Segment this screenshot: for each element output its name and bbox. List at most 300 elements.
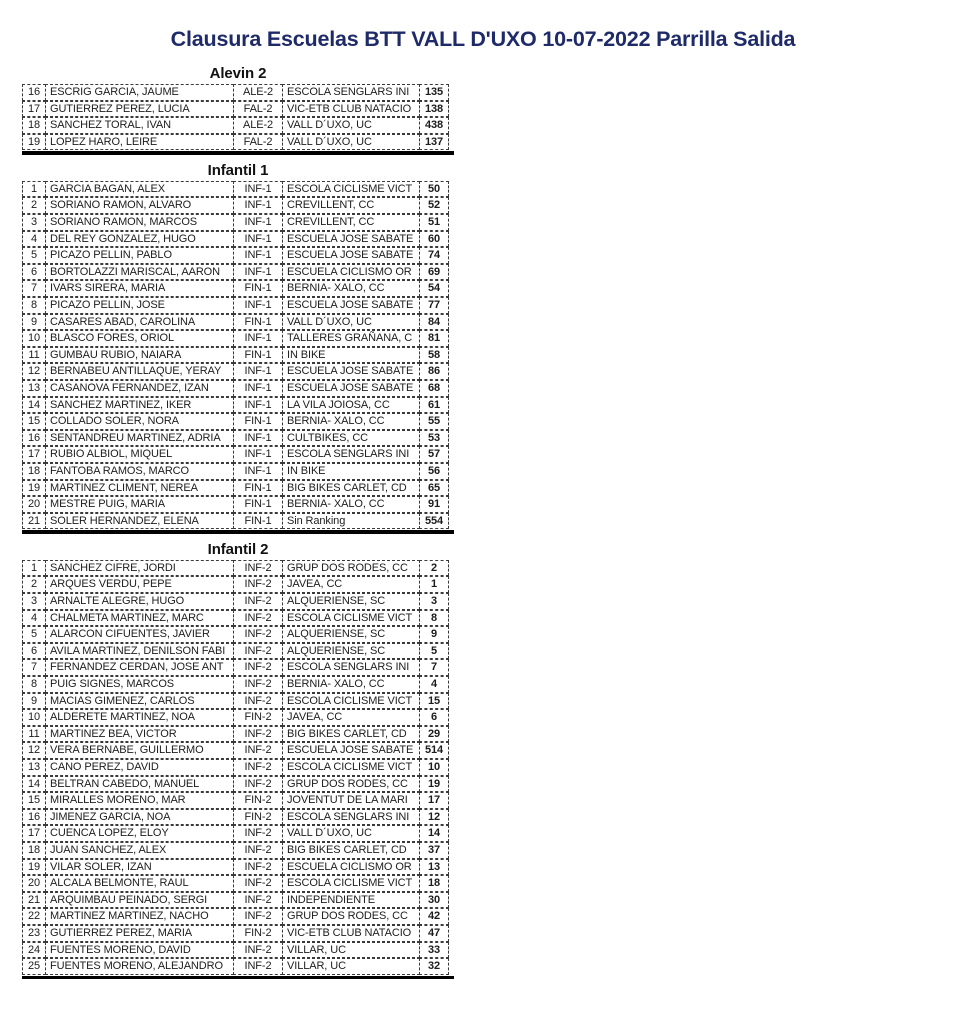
rider-club: VALL D´UXO, UC: [282, 117, 420, 134]
rider-club: VALL D´UXO, UC: [282, 134, 420, 151]
rider-category: INF-1: [233, 363, 283, 380]
rider-position: 1: [22, 560, 46, 577]
rider-position: 1: [22, 181, 46, 198]
rider-name: MIRALLES MORENO, MAR: [45, 792, 234, 809]
rider-position: 3: [22, 593, 46, 610]
sections-container: [22, 66, 454, 979]
rider-position: 17: [22, 101, 46, 118]
rider-bib: 7: [419, 659, 449, 676]
rider-category: INF-2: [233, 942, 283, 959]
rider-bib: 4: [419, 676, 449, 693]
table-row: [22, 84, 454, 101]
rider-name: RUBIO ALBIOL, MIQUEL: [45, 446, 234, 463]
rider-category: INF-2: [233, 875, 283, 892]
rider-position: 4: [22, 231, 46, 248]
rider-position: 12: [22, 742, 46, 759]
table-row: [22, 480, 454, 497]
table-row: [22, 430, 454, 447]
rider-name: IVARS SIRERA, MARIA: [45, 280, 234, 297]
rider-bib: 53: [419, 430, 449, 447]
rider-name: VILAR SOLER, IZAN: [45, 859, 234, 876]
rider-bib: 84: [419, 314, 449, 331]
rider-bib: 54: [419, 280, 449, 297]
table-row: [22, 264, 454, 281]
rider-name: BELTRAN CABEDO, MANUEL: [45, 776, 234, 793]
rider-club: BIG BIKES CARLET, CD: [282, 842, 420, 859]
rider-position: 16: [22, 84, 46, 101]
rider-position: 25: [22, 958, 46, 975]
rider-bib: 554: [419, 513, 449, 530]
rider-position: 7: [22, 659, 46, 676]
table-row: [22, 759, 454, 776]
rider-name: ALARCON CIFUENTES, JAVIER: [45, 626, 234, 643]
rider-bib: 42: [419, 908, 449, 925]
rider-club: ESCOLA CICLISME VICT: [282, 610, 420, 627]
table-row: [22, 280, 454, 297]
rider-bib: 81: [419, 330, 449, 347]
rider-position: 11: [22, 347, 46, 364]
rider-club: ESCOLA SENGLARS INI: [282, 809, 420, 826]
rider-position: 14: [22, 776, 46, 793]
rider-category: FIN-2: [233, 809, 283, 826]
rider-name: CASANOVA FERNANDEZ, IZAN: [45, 380, 234, 397]
rider-club: CREVILLENT, CC: [282, 214, 420, 231]
table-row: [22, 726, 454, 743]
rider-club: GRUP DOS RODES, CC: [282, 776, 420, 793]
rider-bib: 74: [419, 247, 449, 264]
table-row: [22, 859, 454, 876]
table-row: [22, 231, 454, 248]
table-row: [22, 659, 454, 676]
rider-position: 18: [22, 117, 46, 134]
rider-bib: 438: [419, 117, 449, 134]
rider-position: 16: [22, 430, 46, 447]
rider-club: VILLAR, UC: [282, 942, 420, 959]
rider-name: ARNALTE ALEGRE, HUGO: [45, 593, 234, 610]
rider-category: INF-1: [233, 297, 283, 314]
rider-name: COLLADO SOLER, NORA: [45, 413, 234, 430]
rider-name: VERA BERNABE, GUILLERMO: [45, 742, 234, 759]
rider-bib: 91: [419, 496, 449, 513]
rider-position: 14: [22, 397, 46, 414]
rider-category: INF-1: [233, 247, 283, 264]
rider-category: FIN-2: [233, 709, 283, 726]
rider-category: INF-1: [233, 463, 283, 480]
category-section: [22, 542, 454, 979]
table-row: [22, 330, 454, 347]
rider-club: GRUP DOS RODES, CC: [282, 908, 420, 925]
rider-club: ESCOLA SENGLARS INI: [282, 446, 420, 463]
rider-club: BIG BIKES CARLET, CD: [282, 480, 420, 497]
table-end-rule: [22, 976, 454, 980]
table-row: [22, 413, 454, 430]
rider-position: 17: [22, 825, 46, 842]
table-row: [22, 117, 454, 134]
rider-name: SENTANDREU MARTINEZ, ADRIA: [45, 430, 234, 447]
table-row: [22, 496, 454, 513]
rider-position: 10: [22, 709, 46, 726]
rider-position: 15: [22, 792, 46, 809]
rider-bib: 138: [419, 101, 449, 118]
rider-club: BERNIA- XALO, CC: [282, 496, 420, 513]
rider-club: JOVENTUT DE LA MARI: [282, 792, 420, 809]
rider-category: INF-2: [233, 742, 283, 759]
table-row: [22, 626, 454, 643]
rider-bib: 68: [419, 380, 449, 397]
rider-position: 17: [22, 446, 46, 463]
rider-club: VIC-ETB CLUB NATACIO: [282, 925, 420, 942]
rider-category: INF-1: [233, 231, 283, 248]
rider-category: FIN-2: [233, 792, 283, 809]
rider-club: BIG BIKES CARLET, CD: [282, 726, 420, 743]
table-row: [22, 842, 454, 859]
rider-position: 20: [22, 496, 46, 513]
rider-category: INF-1: [233, 430, 283, 447]
rider-name: SANCHEZ MARTINEZ, IKER: [45, 397, 234, 414]
rider-category: ALE-2: [233, 117, 283, 134]
table-row: [22, 397, 454, 414]
rider-category: INF-1: [233, 214, 283, 231]
table-row: [22, 214, 454, 231]
rider-club: ESCUELA JOSE SABATE: [282, 297, 420, 314]
table-row: [22, 709, 454, 726]
section-title: Infantil 1: [207, 161, 269, 179]
table-row: [22, 742, 454, 759]
table-row: [22, 610, 454, 627]
rider-bib: 13: [419, 859, 449, 876]
rider-club: ALQUERIENSE, SC: [282, 593, 420, 610]
rider-category: INF-2: [233, 892, 283, 909]
table-row: [22, 593, 454, 610]
rider-club: BERNIA- XALO, CC: [282, 280, 420, 297]
rider-name: ESCRIG GARCIA, JAUME: [45, 84, 234, 101]
rider-club: VALL D´UXO, UC: [282, 825, 420, 842]
rider-club: LA VILA JOIOSA, CC: [282, 397, 420, 414]
rider-position: 5: [22, 626, 46, 643]
rider-club: VILLAR, UC: [282, 958, 420, 975]
rider-bib: 514: [419, 742, 449, 759]
start-list-table: [22, 84, 454, 150]
rider-name: ALCALA BELMONTE, RAUL: [45, 875, 234, 892]
rider-category: INF-2: [233, 659, 283, 676]
table-row: [22, 101, 454, 118]
rider-category: INF-1: [233, 380, 283, 397]
rider-club: ALQUERIENSE, SC: [282, 626, 420, 643]
rider-category: INF-1: [233, 181, 283, 198]
rider-category: INF-2: [233, 859, 283, 876]
rider-category: FIN-2: [233, 925, 283, 942]
table-row: [22, 463, 454, 480]
table-row: [22, 513, 454, 530]
rider-category: INF-2: [233, 842, 283, 859]
rider-name: ARQUIMBAU PEINADO, SERGI: [45, 892, 234, 909]
table-row: [22, 576, 454, 593]
start-list-table: [22, 560, 454, 975]
rider-bib: 37: [419, 842, 449, 859]
page-title: Clausura Escuelas BTT VALL D'UXO 10-07-2022 Parrilla Salida: [170, 27, 796, 51]
rider-category: FIN-1: [233, 480, 283, 497]
rider-position: 4: [22, 610, 46, 627]
rider-position: 15: [22, 413, 46, 430]
rider-club: BERNIA- XALO, CC: [282, 676, 420, 693]
table-end-rule: [22, 151, 454, 155]
rider-category: INF-2: [233, 626, 283, 643]
rider-bib: 10: [419, 759, 449, 776]
rider-category: INF-1: [233, 330, 283, 347]
rider-name: ALDERETE MARTINEZ, NOA: [45, 709, 234, 726]
start-list-table: [22, 181, 454, 529]
rider-name: MACIAS GIMENEZ, CARLOS: [45, 693, 234, 710]
rider-name: CHALMETA MARTINEZ, MARC: [45, 610, 234, 627]
rider-position: 18: [22, 463, 46, 480]
rider-bib: 9: [419, 626, 449, 643]
rider-category: FIN-1: [233, 513, 283, 530]
rider-category: INF-1: [233, 264, 283, 281]
rider-club: ESCUELA JOSE SABATE: [282, 247, 420, 264]
rider-bib: 14: [419, 825, 449, 842]
rider-bib: 56: [419, 463, 449, 480]
rider-position: 22: [22, 908, 46, 925]
rider-bib: 50: [419, 181, 449, 198]
rider-name: BORTOLAZZI MARISCAL, AARON: [45, 264, 234, 281]
rider-club: ESCUELA JOSE SABATE: [282, 380, 420, 397]
rider-bib: 5: [419, 643, 449, 660]
rider-category: FAL-2: [233, 134, 283, 151]
rider-position: 7: [22, 280, 46, 297]
rider-club: ESCUELA CICLISMO OR: [282, 264, 420, 281]
rider-club: ESCOLA SENGLARS INI: [282, 659, 420, 676]
rider-name: FUENTES MORENO, ALEJANDRO: [45, 958, 234, 975]
rider-bib: 3: [419, 593, 449, 610]
rider-club: Sin Ranking: [282, 513, 420, 530]
rider-club: ESCUELA CICLISMO OR: [282, 859, 420, 876]
rider-bib: 2: [419, 560, 449, 577]
rider-bib: 15: [419, 693, 449, 710]
rider-position: 12: [22, 363, 46, 380]
rider-position: 9: [22, 314, 46, 331]
rider-position: 8: [22, 297, 46, 314]
rider-position: 18: [22, 842, 46, 859]
rider-club: ESCUELA JOSE SABATE: [282, 231, 420, 248]
rider-name: CANO PEREZ, DAVID: [45, 759, 234, 776]
rider-position: 19: [22, 859, 46, 876]
rider-bib: 32: [419, 958, 449, 975]
rider-club: IN BIKE: [282, 463, 420, 480]
rider-club: VALL D´UXO, UC: [282, 314, 420, 331]
rider-bib: 52: [419, 197, 449, 214]
rider-category: INF-2: [233, 610, 283, 627]
table-row: [22, 197, 454, 214]
rider-club: BERNIA- XALO, CC: [282, 413, 420, 430]
rider-bib: 57: [419, 446, 449, 463]
rider-bib: 1: [419, 576, 449, 593]
table-row: [22, 942, 454, 959]
rider-bib: 58: [419, 347, 449, 364]
table-row: [22, 363, 454, 380]
rider-bib: 6: [419, 709, 449, 726]
rider-bib: 47: [419, 925, 449, 942]
rider-name: GARCIA BAGAN, ALEX: [45, 181, 234, 198]
rider-name: MARTINEZ MARTINEZ, NACHO: [45, 908, 234, 925]
rider-bib: 18: [419, 875, 449, 892]
rider-name: GUTIERREZ PEREZ, LUCIA: [45, 101, 234, 118]
rider-name: DEL REY GONZALEZ, HUGO: [45, 231, 234, 248]
rider-bib: 61: [419, 397, 449, 414]
rider-category: FIN-1: [233, 496, 283, 513]
table-row: [22, 643, 454, 660]
rider-bib: 33: [419, 942, 449, 959]
rider-club: CULTBIKES, CC: [282, 430, 420, 447]
rider-position: 6: [22, 643, 46, 660]
rider-club: JAVEA, CC: [282, 709, 420, 726]
rider-club: INDEPENDIENTE: [282, 892, 420, 909]
rider-bib: 51: [419, 214, 449, 231]
table-row: [22, 560, 454, 577]
rider-name: CUENCA LOPEZ, ELOY: [45, 825, 234, 842]
rider-name: ARQUES VERDU, PEPE: [45, 576, 234, 593]
rider-name: GUMBAU RUBIO, NAIARA: [45, 347, 234, 364]
category-section: [22, 163, 454, 534]
rider-category: ALE-2: [233, 84, 283, 101]
rider-bib: 60: [419, 231, 449, 248]
rider-position: 13: [22, 380, 46, 397]
rider-category: INF-2: [233, 958, 283, 975]
rider-position: 21: [22, 892, 46, 909]
rider-bib: 12: [419, 809, 449, 826]
rider-category: INF-2: [233, 759, 283, 776]
rider-name: BERNABEU ANTILLAQUE, YERAY: [45, 363, 234, 380]
table-row: [22, 247, 454, 264]
rider-category: INF-2: [233, 776, 283, 793]
rider-bib: 135: [419, 84, 449, 101]
rider-bib: 29: [419, 726, 449, 743]
table-row: [22, 958, 454, 975]
rider-name: JUAN SANCHEZ, ALEX: [45, 842, 234, 859]
rider-category: INF-2: [233, 560, 283, 577]
rider-bib: 30: [419, 892, 449, 909]
rider-name: PICAZO PELLIN, PABLO: [45, 247, 234, 264]
rider-club: ESCOLA SENGLARS INI: [282, 84, 420, 101]
rider-name: FERNANDEZ CERDAN, JOSE ANT: [45, 659, 234, 676]
rider-category: INF-2: [233, 825, 283, 842]
rider-bib: 17: [419, 792, 449, 809]
rider-club: ESCOLA CICLISME VICT: [282, 181, 420, 198]
rider-position: 20: [22, 875, 46, 892]
table-row: [22, 892, 454, 909]
table-row: [22, 297, 454, 314]
rider-bib: 77: [419, 297, 449, 314]
rider-name: PUIG SIGNES, MARCOS: [45, 676, 234, 693]
table-row: [22, 134, 454, 151]
table-row: [22, 875, 454, 892]
rider-position: 23: [22, 925, 46, 942]
rider-category: INF-1: [233, 397, 283, 414]
rider-bib: 69: [419, 264, 449, 281]
rider-category: FIN-1: [233, 280, 283, 297]
rider-category: INF-1: [233, 197, 283, 214]
rider-position: 5: [22, 247, 46, 264]
rider-name: CASARES ABAD, CAROLINA: [45, 314, 234, 331]
rider-club: ESCUELA JOSE SABATE: [282, 742, 420, 759]
table-row: [22, 825, 454, 842]
table-row: [22, 792, 454, 809]
rider-bib: 8: [419, 610, 449, 627]
rider-category: FIN-1: [233, 314, 283, 331]
rider-bib: 137: [419, 134, 449, 151]
table-row: [22, 925, 454, 942]
rider-position: 9: [22, 693, 46, 710]
section-title: Infantil 2: [207, 540, 269, 558]
rider-name: SORIANO RAMON, MARCOS: [45, 214, 234, 231]
rider-name: BLASCO FORES, ORIOL: [45, 330, 234, 347]
rider-category: INF-2: [233, 676, 283, 693]
rider-club: TALLERES GRAÑANA, C: [282, 330, 420, 347]
rider-name: FUENTES MORENO, DAVID: [45, 942, 234, 959]
table-row: [22, 809, 454, 826]
rider-category: INF-2: [233, 693, 283, 710]
rider-category: INF-2: [233, 593, 283, 610]
rider-bib: 55: [419, 413, 449, 430]
rider-club: ESCOLA CICLISME VICT: [282, 693, 420, 710]
rider-club: CREVILLENT, CC: [282, 197, 420, 214]
rider-position: 24: [22, 942, 46, 959]
rider-bib: 65: [419, 480, 449, 497]
table-row: [22, 347, 454, 364]
rider-position: 21: [22, 513, 46, 530]
rider-position: 10: [22, 330, 46, 347]
rider-name: JIMENEZ GARCIA, NOA: [45, 809, 234, 826]
table-row: [22, 776, 454, 793]
rider-position: 13: [22, 759, 46, 776]
rider-category: INF-1: [233, 446, 283, 463]
table-row: [22, 693, 454, 710]
rider-bib: 86: [419, 363, 449, 380]
rider-name: PICAZO PELLIN, JOSE: [45, 297, 234, 314]
section-title: Alevin 2: [209, 65, 267, 82]
rider-name: SOLER HERNANDEZ, ELENA: [45, 513, 234, 530]
rider-club: ESCOLA CICLISME VICT: [282, 875, 420, 892]
rider-club: GRUP DOS RODES, CC: [282, 560, 420, 577]
rider-position: 8: [22, 676, 46, 693]
table-row: [22, 380, 454, 397]
rider-name: SORIANO RAMON, ALVARO: [45, 197, 234, 214]
rider-position: 2: [22, 197, 46, 214]
rider-name: FANTOBA RAMOS, MARCO: [45, 463, 234, 480]
table-row: [22, 181, 454, 198]
rider-name: GUTIERREZ PEREZ, MARIA: [45, 925, 234, 942]
table-end-rule: [22, 530, 454, 534]
rider-club: JAVEA, CC: [282, 576, 420, 593]
rider-bib: 19: [419, 776, 449, 793]
rider-club: ALQUERIENSE, SC: [282, 643, 420, 660]
table-row: [22, 676, 454, 693]
rider-name: SANCHEZ CIFRE, JORDI: [45, 560, 234, 577]
rider-name: MARTINEZ BEA, VICTOR: [45, 726, 234, 743]
table-row: [22, 314, 454, 331]
category-section: [22, 66, 454, 155]
rider-position: 11: [22, 726, 46, 743]
rider-position: 6: [22, 264, 46, 281]
rider-name: LOPEZ HARO, LEIRE: [45, 134, 234, 151]
rider-name: MARTINEZ CLIMENT, NEREA: [45, 480, 234, 497]
rider-name: AVILA MARTINEZ, DENILSON FABI: [45, 643, 234, 660]
rider-position: 16: [22, 809, 46, 826]
rider-club: ESCUELA JOSE SABATE: [282, 363, 420, 380]
rider-category: FIN-1: [233, 413, 283, 430]
rider-position: 3: [22, 214, 46, 231]
rider-category: INF-2: [233, 643, 283, 660]
rider-category: FIN-1: [233, 347, 283, 364]
